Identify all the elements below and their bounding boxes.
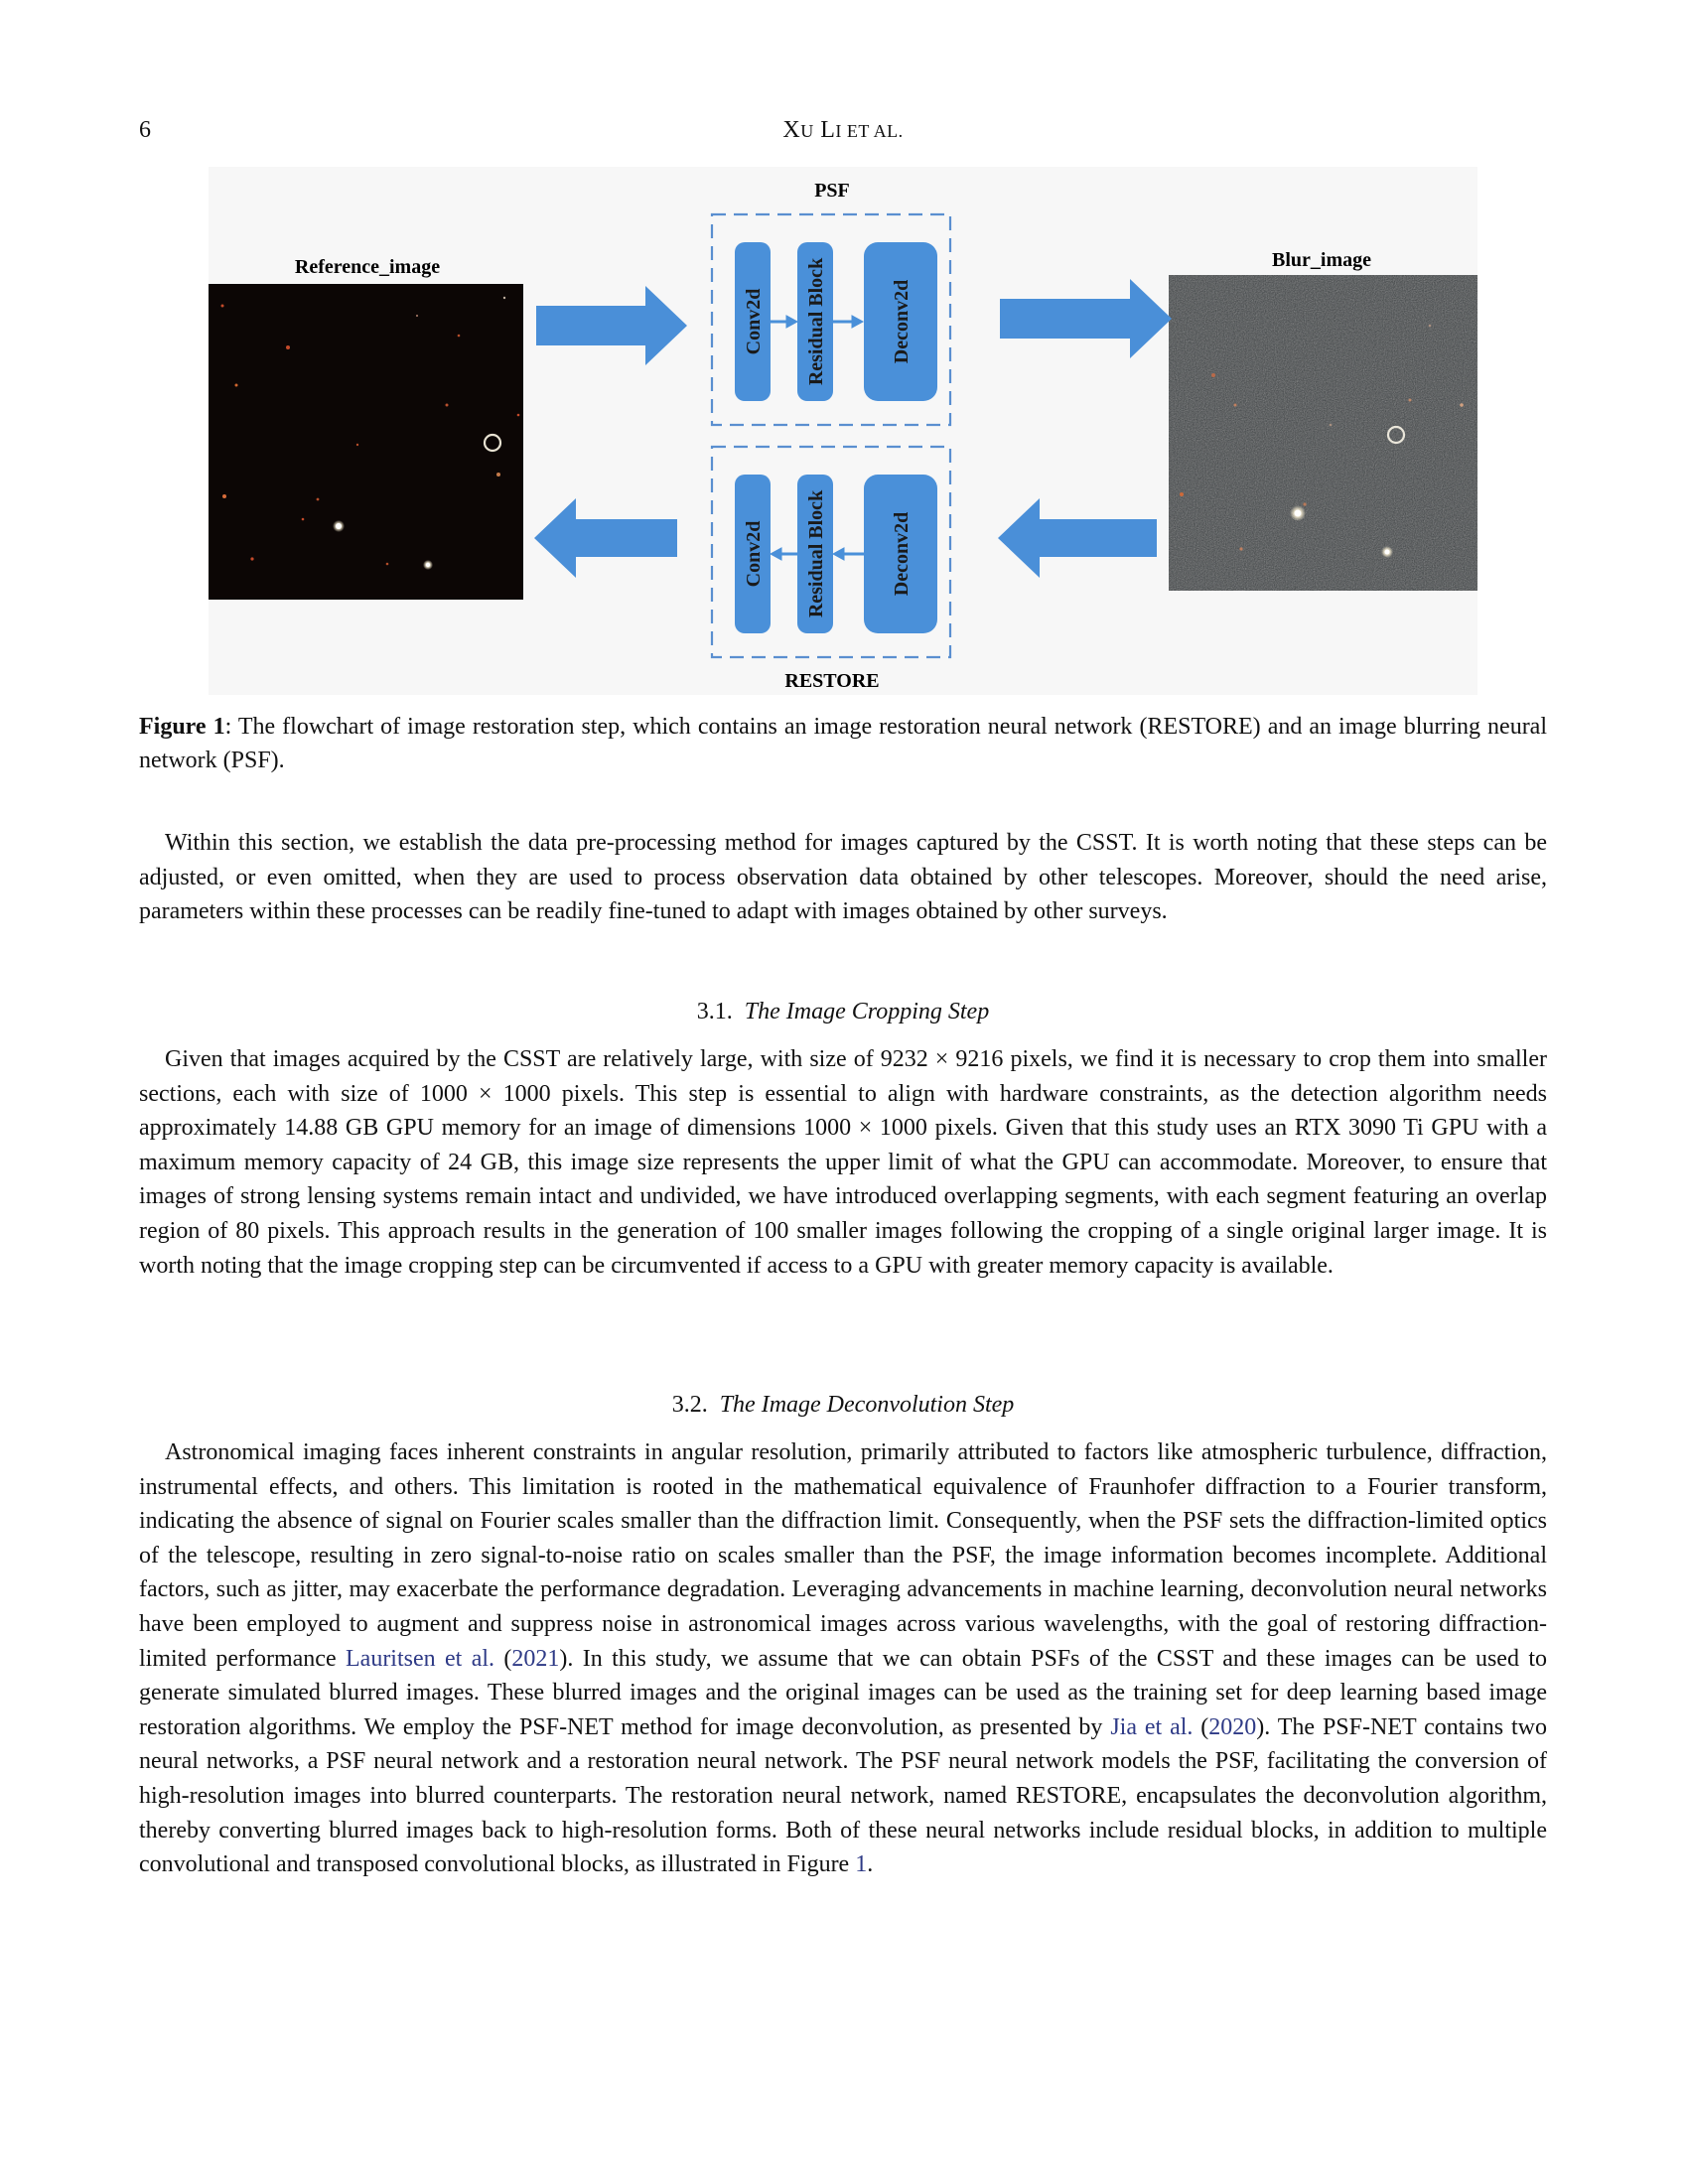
psf-deconv2d-label: Deconv2d xyxy=(891,279,913,364)
section-3-2-text-c: ). The PSF-NET contains two neural networks, a PSF neural network and a restoration neural network. The PSF neural network models the PSF, facilitating the conversion of high-resolution images into blurred counterparts. The restoration neural network, named RESTORE, encapsulates the deconvolution algorithm, thereby converting blurred images back to high-resolution forms. Both of these neural networks include residual blocks, in addition to multiple convolutional and transposed convolutional blocks, as illustrated in Figure xyxy=(139,1713,1547,1878)
reference-image-label: Reference_image xyxy=(294,256,441,278)
running-head-u: U xyxy=(800,121,814,141)
section-3-2-text-d: . xyxy=(867,1851,874,1878)
page-number: 6 xyxy=(139,117,151,143)
running-head-x: X xyxy=(782,117,801,143)
blur-image xyxy=(1169,275,1477,591)
running-head-l: L xyxy=(813,117,836,143)
citation-lauritsen-year-link[interactable]: 2021 xyxy=(511,1645,560,1672)
psf-residual-label: Residual Block xyxy=(805,257,827,386)
section-3-2-title: The Image Deconvolution Step xyxy=(719,1392,1015,1418)
restore-deconv2d-label: Deconv2d xyxy=(891,511,913,597)
section-3-1-paragraph: Given that images acquired by the CSST are relatively large, with size of 9232 × 9216 pixels, we find it is necessary to crop them into smaller sections, each with size of 1000 × 1000 pixels. This step is essential to align with hardware constraints, as the detection algorithm needs approximately 14.88 GB GPU memory for an image of dimensions 1000 × 1000 pixels. Given that this study uses an RTX 3090 Ti GPU with a maximum memory capacity of 24 GB, this image size represents the upper limit of what the GPU can accommodate. Moreover, to ensure that images of strong lensing systems remain intact and undivided, we have introduced overlapping segments, with each segment featuring an overlap region of 80 pixels. This approach results in the generation of 100 smaller images following the cropping of a single original larger image. It is worth noting that the image cropping step can be circumvented if access to a GPU with greater memory capacity is available. xyxy=(139,1046,1547,1279)
figure-caption-label: Figure 1 xyxy=(139,714,225,740)
flowchart-svg xyxy=(209,167,1477,695)
section-3-1-heading xyxy=(139,999,1547,1025)
restore-conv2d-label: Conv2d xyxy=(743,520,765,588)
page-header xyxy=(139,117,1547,157)
section-3-2-number: 3.2. xyxy=(671,1392,708,1418)
section-3-1-number: 3.1. xyxy=(696,999,733,1024)
section-3-2-heading xyxy=(139,1392,1547,1419)
figure-caption-text: : The flowchart of image restoration step, which contains an image restoration neural network (RESTORE) and an image blurring neural network (PSF). xyxy=(139,714,1548,773)
section-3-1-title: The Image Cropping Step xyxy=(744,999,990,1024)
reference-image xyxy=(209,284,523,600)
figure-flowchart xyxy=(209,167,1477,695)
blur-image-label: Blur_image xyxy=(1272,249,1371,271)
citation-lauritsen-link[interactable]: Lauritsen et al. xyxy=(346,1645,495,1672)
restore-label: RESTORE xyxy=(784,670,880,692)
psf-conv2d-label: Conv2d xyxy=(743,288,765,355)
restore-residual-label: Residual Block xyxy=(805,489,827,618)
figure-caption xyxy=(139,710,1547,777)
psf-label: PSF xyxy=(814,180,850,202)
section-3-2-paragraph: Astronomical imaging faces inherent constraints in angular resolution, primarily attributed to factors like atmospheric turbulence, diffraction, instrumental effects, and others. This limitation is rooted in the mathematical equivalence of Fraunhofer diffraction to a Fourier transform, indicating the absence of signal on Fourier scales smaller than the diffraction limit. Consequently, when the PSF sets the diffraction-limited optics of the telescope, resulting in zero signal-to-noise ratio on scales smaller than the PSF, the image information becomes incomplete. Additional factors, such as jitter, may exacerbate the performance degradation. Leveraging advancements in machine learning, deconvolution neural networks have been employed to augment and suppress noise in astronomical images across various wavelengths, with the goal of restoring diffraction-limited performance Lauritsen et al. (2021). In this study, we assume that we can obtain PSFs of the CSST and these images can be used to generate simulated blurred images. These blurred images and the original images can be used as the training set for deep learning based image restoration algorithms. We employ the PSF-NET method for image deconvolution, as presented by Jia et al. (2020). The PSF-NET contains two neural networks, a PSF neural network and a restoration neural network. The PSF neural network models the PSF, facilitating the conversion of high-resolution images into blurred counterparts. The restoration neural network, named RESTORE, encapsulates the deconvolution algorithm, thereby converting blurred images back to high-resolution forms. Both of these neural networks include residual blocks, in addition to multiple convolutional and transposed convolutional blocks, as illustrated in Figure 1. xyxy=(139,1439,1548,1878)
running-head-rest: I ET AL. xyxy=(835,121,904,141)
figure-1-ref-link[interactable]: 1 xyxy=(855,1851,868,1878)
intro-paragraph: Within this section, we establish the data pre-processing method for images captured by the CSST. It is worth noting that these steps can be adjusted, or even omitted, when they are used to process observation data obtained by other telescopes. Moreover, should the need arise, parameters within these processes can be readily fine-tuned to adapt with images obtained by other surveys. xyxy=(139,830,1547,925)
section-3-2-text-a: Astronomical imaging faces inherent constraints in angular resolution, primarily attributed to factors like atmospheric turbulence, diffraction, instrumental effects, and others. This limitation is rooted in the mathematical equivalence of Fraunhofer diffraction to a Fourier transform, indicating the absence of signal on Fourier scales smaller than the diffraction limit. Consequently, when the PSF sets the diffraction-limited optics of the telescope, resulting in zero signal-to-noise ratio on scales smaller than the PSF, the image information becomes incomplete. Additional factors, such as jitter, may exacerbate the performance degradation. Leveraging advancements in machine learning, deconvolution neural networks have been employed to augment and suppress noise in astronomical images across various wavelengths, with the goal of restoring diffraction-limited performance xyxy=(139,1439,1547,1672)
citation-jia-year-link[interactable]: 2020 xyxy=(1208,1713,1257,1740)
section-3-2-text-b: ). In this study, we assume that we can obtain PSFs of the CSST and these images can be used to generate simulated blurred images. These blurred images and the original images can be used as the training set for deep learning based image restoration algorithms. We employ the PSF-NET method for image deconvolution, as presented by xyxy=(139,1645,1548,1740)
running-head xyxy=(139,117,1547,144)
citation-jia-link[interactable]: Jia et al. xyxy=(1110,1713,1194,1740)
